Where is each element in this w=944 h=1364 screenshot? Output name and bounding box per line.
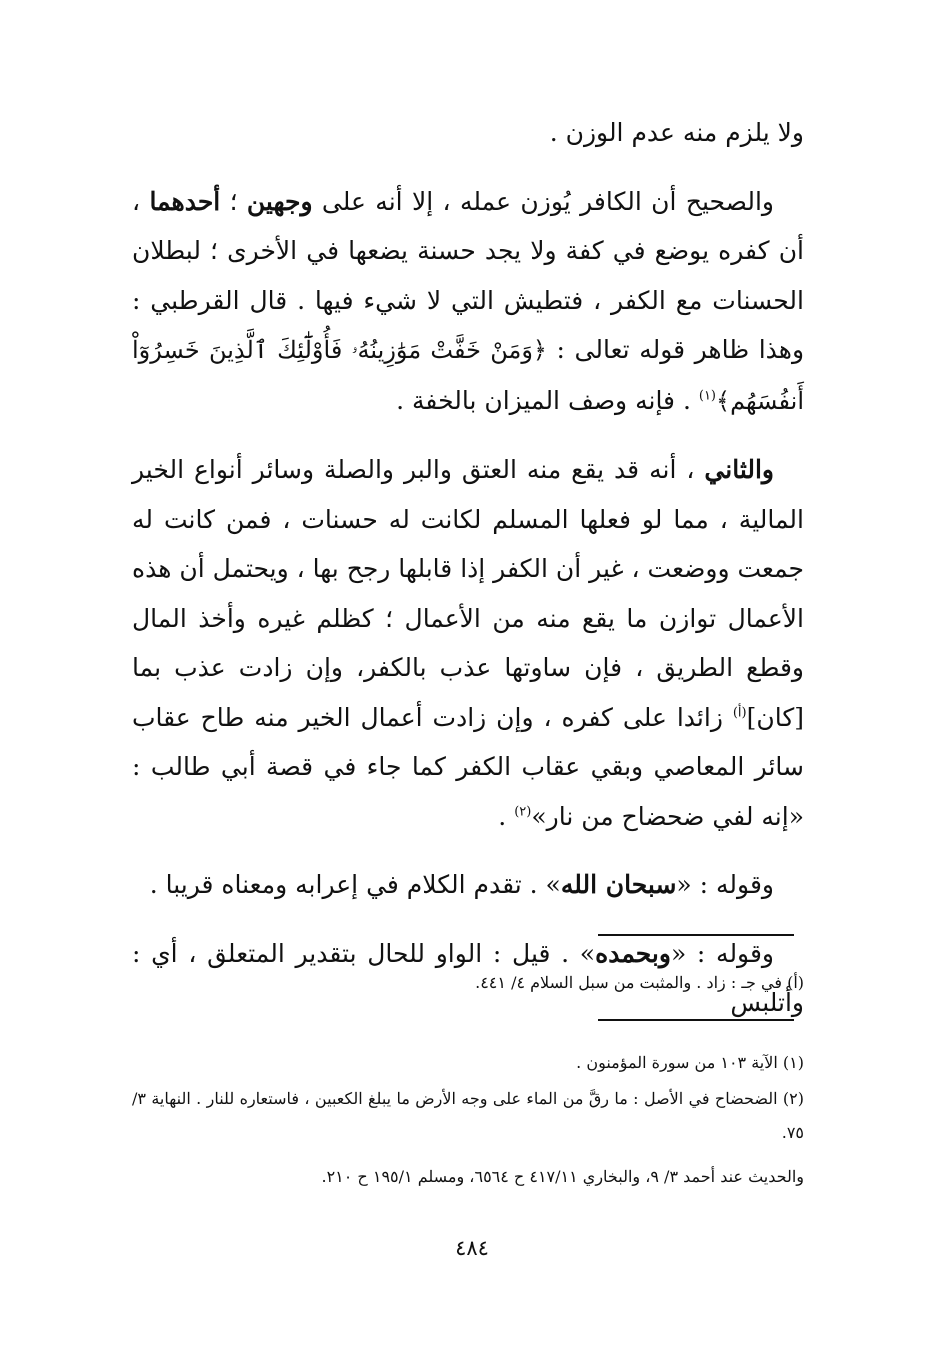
text: » . قيل : الواو للحال بتقدير المتعلق ، أي : وأتلبس bbox=[132, 938, 804, 1017]
variant-marker: (أ) bbox=[732, 705, 747, 721]
text: » . تقدم الكلام في إعرابه ومعناه قريبا . bbox=[149, 870, 561, 899]
text: زائدا على كفره ، وإن زادت أعمال الخير منه طاح عقاب سائر المعاصي وبقي عقاب الكفر كما جاء في قصة أبي طالب : «إنه لفي ضحضاح من نار» bbox=[132, 702, 804, 831]
footnote-marker: (٢) bbox=[514, 804, 532, 820]
paragraph-3 bbox=[132, 445, 804, 841]
text: والصحيح أن الكافر يُوزن عمله ، إلا أنه على bbox=[312, 186, 774, 216]
text: ، أنه قد يقع منه العتق والبر والصلة وسائر أنواع الخير المالية ، مما لو فعلها المسلم لكانت له حسنات ، فمن كانت له جمعت ووضعت ، غير أن الكفر إذا قابلها رجح بها ، ويحتمل أن هذه الأعمال توازن ما يقع منه من الأعمال ؛ كظلم غيره وأخذ المال وقطع الطريق ، فإن ساوتها عذب بالكفر، وإن زادت عذب بما [كان] bbox=[131, 455, 805, 732]
footnote-1: (١) الآية ١٠٣ من سورة المؤمنون . bbox=[576, 1053, 804, 1072]
footnote-separator bbox=[598, 1019, 794, 1021]
text: . bbox=[498, 801, 515, 831]
text: . فإنه وصف الميزان بالخفة . bbox=[396, 385, 699, 415]
text: وقوله : « bbox=[670, 938, 774, 968]
footnote-2: (٢) الضحضاح في الأصل : ما رقَّ من الماء على وجه الأرض ما يبلغ الكعبين ، فاستعاره للنار . النهاية ٣/ ٧٥. bbox=[132, 1089, 804, 1142]
main-text bbox=[132, 108, 804, 1047]
page-number: ٤٨٤ bbox=[455, 1236, 489, 1260]
quran-verse: ﴿وَمَنْ خَفَّتْ مَوَٰزِينُهُۥ فَأُوْلَٰٓئِكَ ٱلَّذِينَ خَسِرُوٓاْ أَنفُسَهُم﴾ bbox=[132, 336, 804, 415]
paragraph-2 bbox=[132, 177, 804, 427]
text: ، أن كفره يوضع في كفة ولا يجد حسنة يضعها في الأخرى ؛ لبطلان الحسنات مع الكفر ، فتطيش التي لا شيء فيها . قال القرطبي : وهذا ظاهر قوله تعالى : bbox=[132, 186, 805, 364]
bold-term: وجهين bbox=[246, 186, 313, 216]
footnote-marker: (١) bbox=[698, 388, 716, 404]
footnote-separator bbox=[598, 934, 794, 936]
text: وقوله : « bbox=[676, 870, 774, 899]
bold-term: سبحان الله bbox=[560, 870, 677, 899]
variant-footnote: (أ) في جـ : زاد . والمثبت من سبل السلام ٤/ ٤٤١. bbox=[475, 973, 804, 992]
bold-term: أحدهما bbox=[149, 186, 221, 216]
text: ولا يلزم منه عدم الوزن . bbox=[549, 118, 804, 147]
bold-term: وبحمده bbox=[595, 938, 671, 968]
text: ؛ bbox=[220, 186, 247, 216]
paragraph-1 bbox=[132, 108, 804, 158]
paragraph-4 bbox=[132, 860, 804, 910]
bold-term: والثاني bbox=[704, 455, 774, 484]
footnote-3: والحديث عند أحمد ٣/ ٩، والبخاري ٤١٧/١١ ح ٦٥٦٤، ومسلم ١٩٥/١ ح ٢١٠. bbox=[321, 1167, 804, 1186]
